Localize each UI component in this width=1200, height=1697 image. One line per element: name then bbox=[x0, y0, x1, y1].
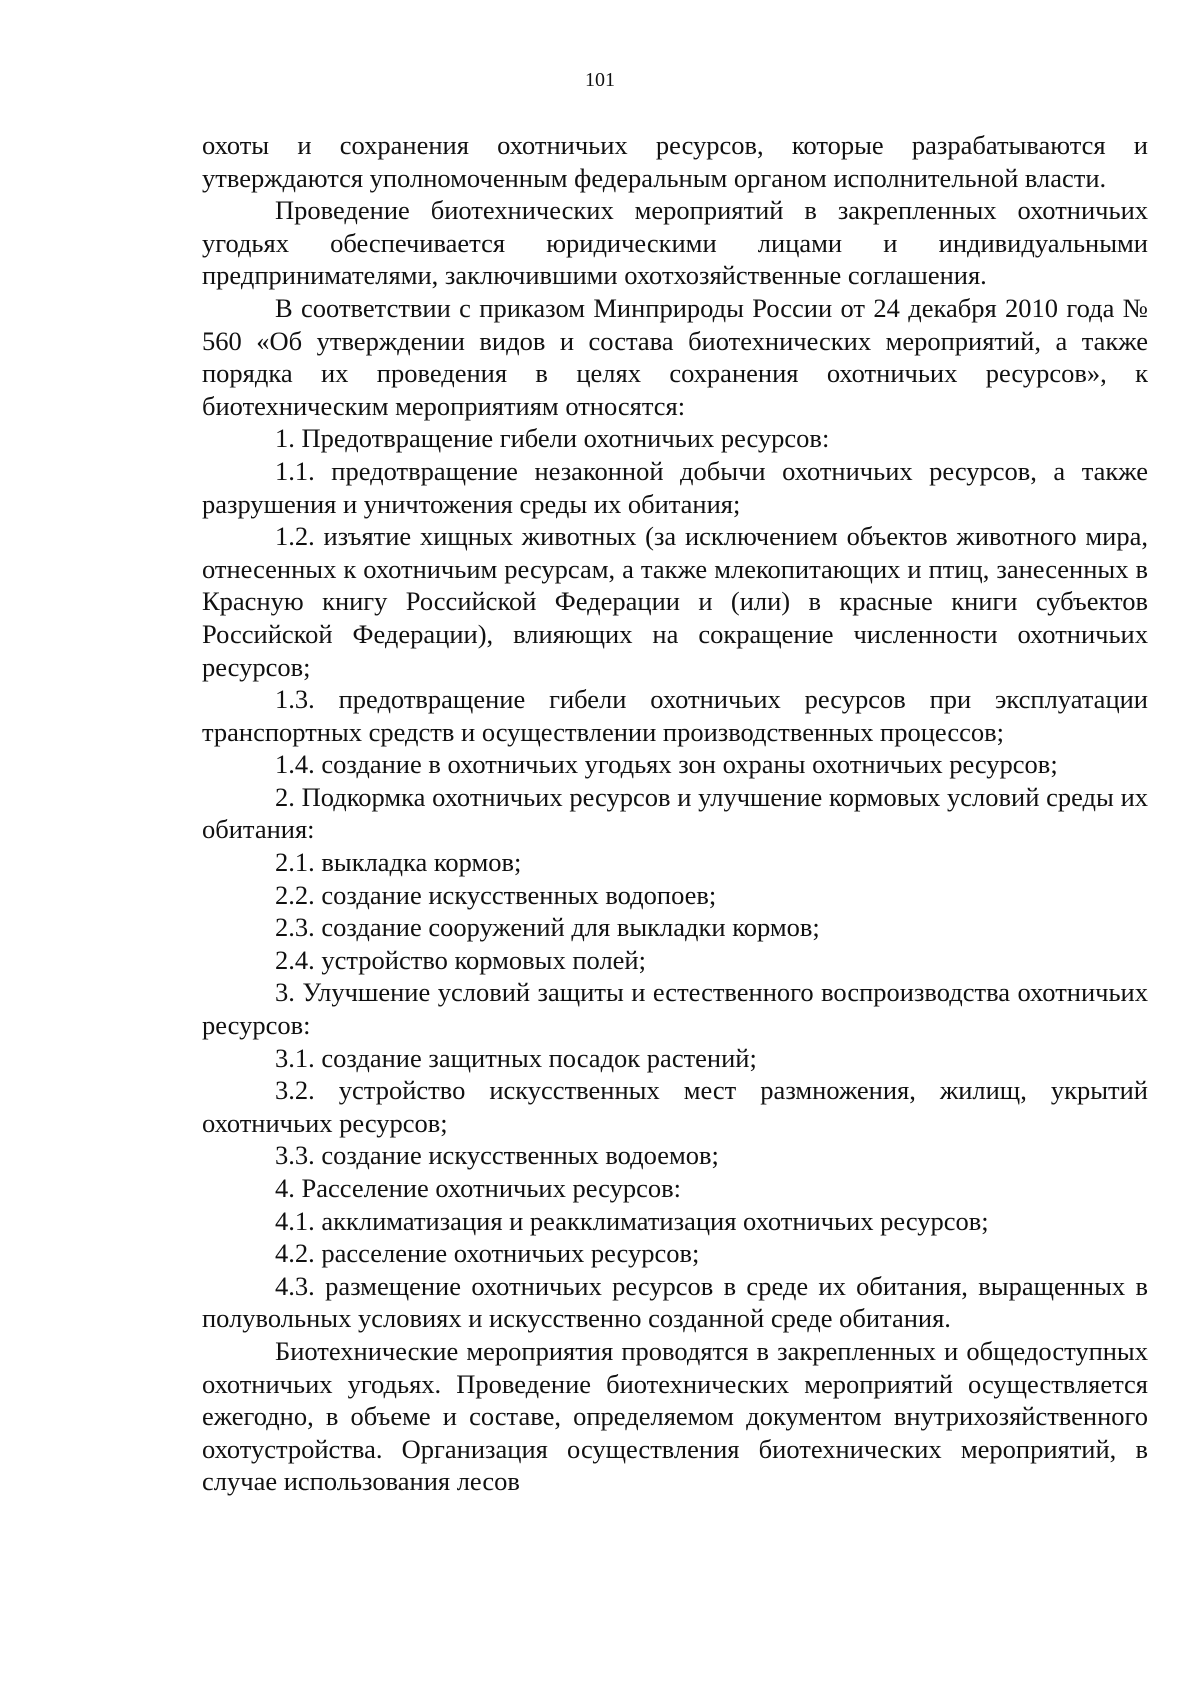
paragraph: 1.1. предотвращение незаконной добычи охотничьих ресурсов, а также разрушения и уничтожения среды их обитания; bbox=[202, 455, 1148, 519]
paragraph: 1.4. создание в охотничьих угодьях зон охраны охотничьих ресурсов; bbox=[275, 749, 1058, 780]
paragraph: 4.1. акклиматизация и реакклиматизация охотничьих ресурсов; bbox=[275, 1205, 989, 1236]
paragraph: 2.2. создание искусственных водопоев; bbox=[275, 879, 717, 910]
paragraph: 1. Предотвращение гибели охотничьих ресурсов: bbox=[275, 423, 830, 454]
paragraph: охоты и сохранения охотничьих ресурсов, которые разрабатываются и утверждаются уполномоченным федеральным органом исполнительной власти. bbox=[202, 130, 1148, 193]
paragraph: 2.1. выкладка кормов; bbox=[275, 847, 522, 878]
paragraph: 1.2. изъятие хищных животных (за исключением объектов животного мира, отнесенных к охотничьим ресурсам, а также млекопитающих и птиц, занесенных в Красную книгу Российской Федерации и (или) в красные книги субъектов Российской Федерации), влияющих на сокращение численности охотничьих ресурсов; bbox=[202, 521, 1148, 682]
paragraph: 4. Расселение охотничьих ресурсов: bbox=[275, 1173, 681, 1203]
paragraph: 3.3. создание искусственных водоемов; bbox=[275, 1140, 719, 1171]
paragraph: 4.2. расселение охотничьих ресурсов; bbox=[275, 1238, 700, 1269]
paragraph: 3. Улучшение условий защиты и естественного воспроизводства охотничьих ресурсов: bbox=[202, 977, 1148, 1041]
page-number: 101 bbox=[585, 69, 615, 91]
paragraph: 3.1. создание защитных посадок растений; bbox=[275, 1042, 757, 1073]
paragraph: 4.3. размещение охотничьих ресурсов в среде их обитания, выращенных в полувольных условиях и искусственно созданной среде обитания. bbox=[202, 1270, 1148, 1334]
paragraph: 2.4. устройство кормовых полей; bbox=[275, 944, 646, 975]
paragraph: 2.3. создание сооружений для выкладки кормов; bbox=[275, 912, 820, 943]
paragraph: 1.3. предотвращение гибели охотничьих ресурсов при эксплуатации транспортных средств и осуществлении производственных процессов; bbox=[202, 684, 1148, 747]
paragraph: 2. Подкормка охотничьих ресурсов и улучшение кормовых условий среды их обитания: bbox=[202, 781, 1148, 845]
paragraph: 3.2. устройство искусственных мест размножения, жилищ, укрытий охотничьих ресурсов; bbox=[202, 1075, 1148, 1138]
paragraph: Биотехнические мероприятия проводятся в закрепленных и общедоступных охотничьих угодьях. Проведение биотехнических мероприятий осуществляется ежегодно, в объеме и составе, определяемом документом внутрихозяйственного охотустройства. Организация осуществления биотехнических мероприятий, в случае использования лесов bbox=[202, 1335, 1148, 1497]
paragraph: Проведение биотехнических мероприятий в закрепленных охотничьих угодьях обеспечивается юридическими лицами и индивидуальными предпринимателями, заключившими охотхозяйственные соглашения. bbox=[202, 195, 1148, 291]
document-body bbox=[202, 129, 1148, 1498]
paragraph: В соответствии с приказом Минприроды России от 24 декабря 2010 года № 560 «Об утверждении видов и состава биотехнических мероприятий, а также порядка их проведения в целях сохранения охотничьих ресурсов», к биотехническим мероприятиям относятся: bbox=[202, 292, 1148, 421]
